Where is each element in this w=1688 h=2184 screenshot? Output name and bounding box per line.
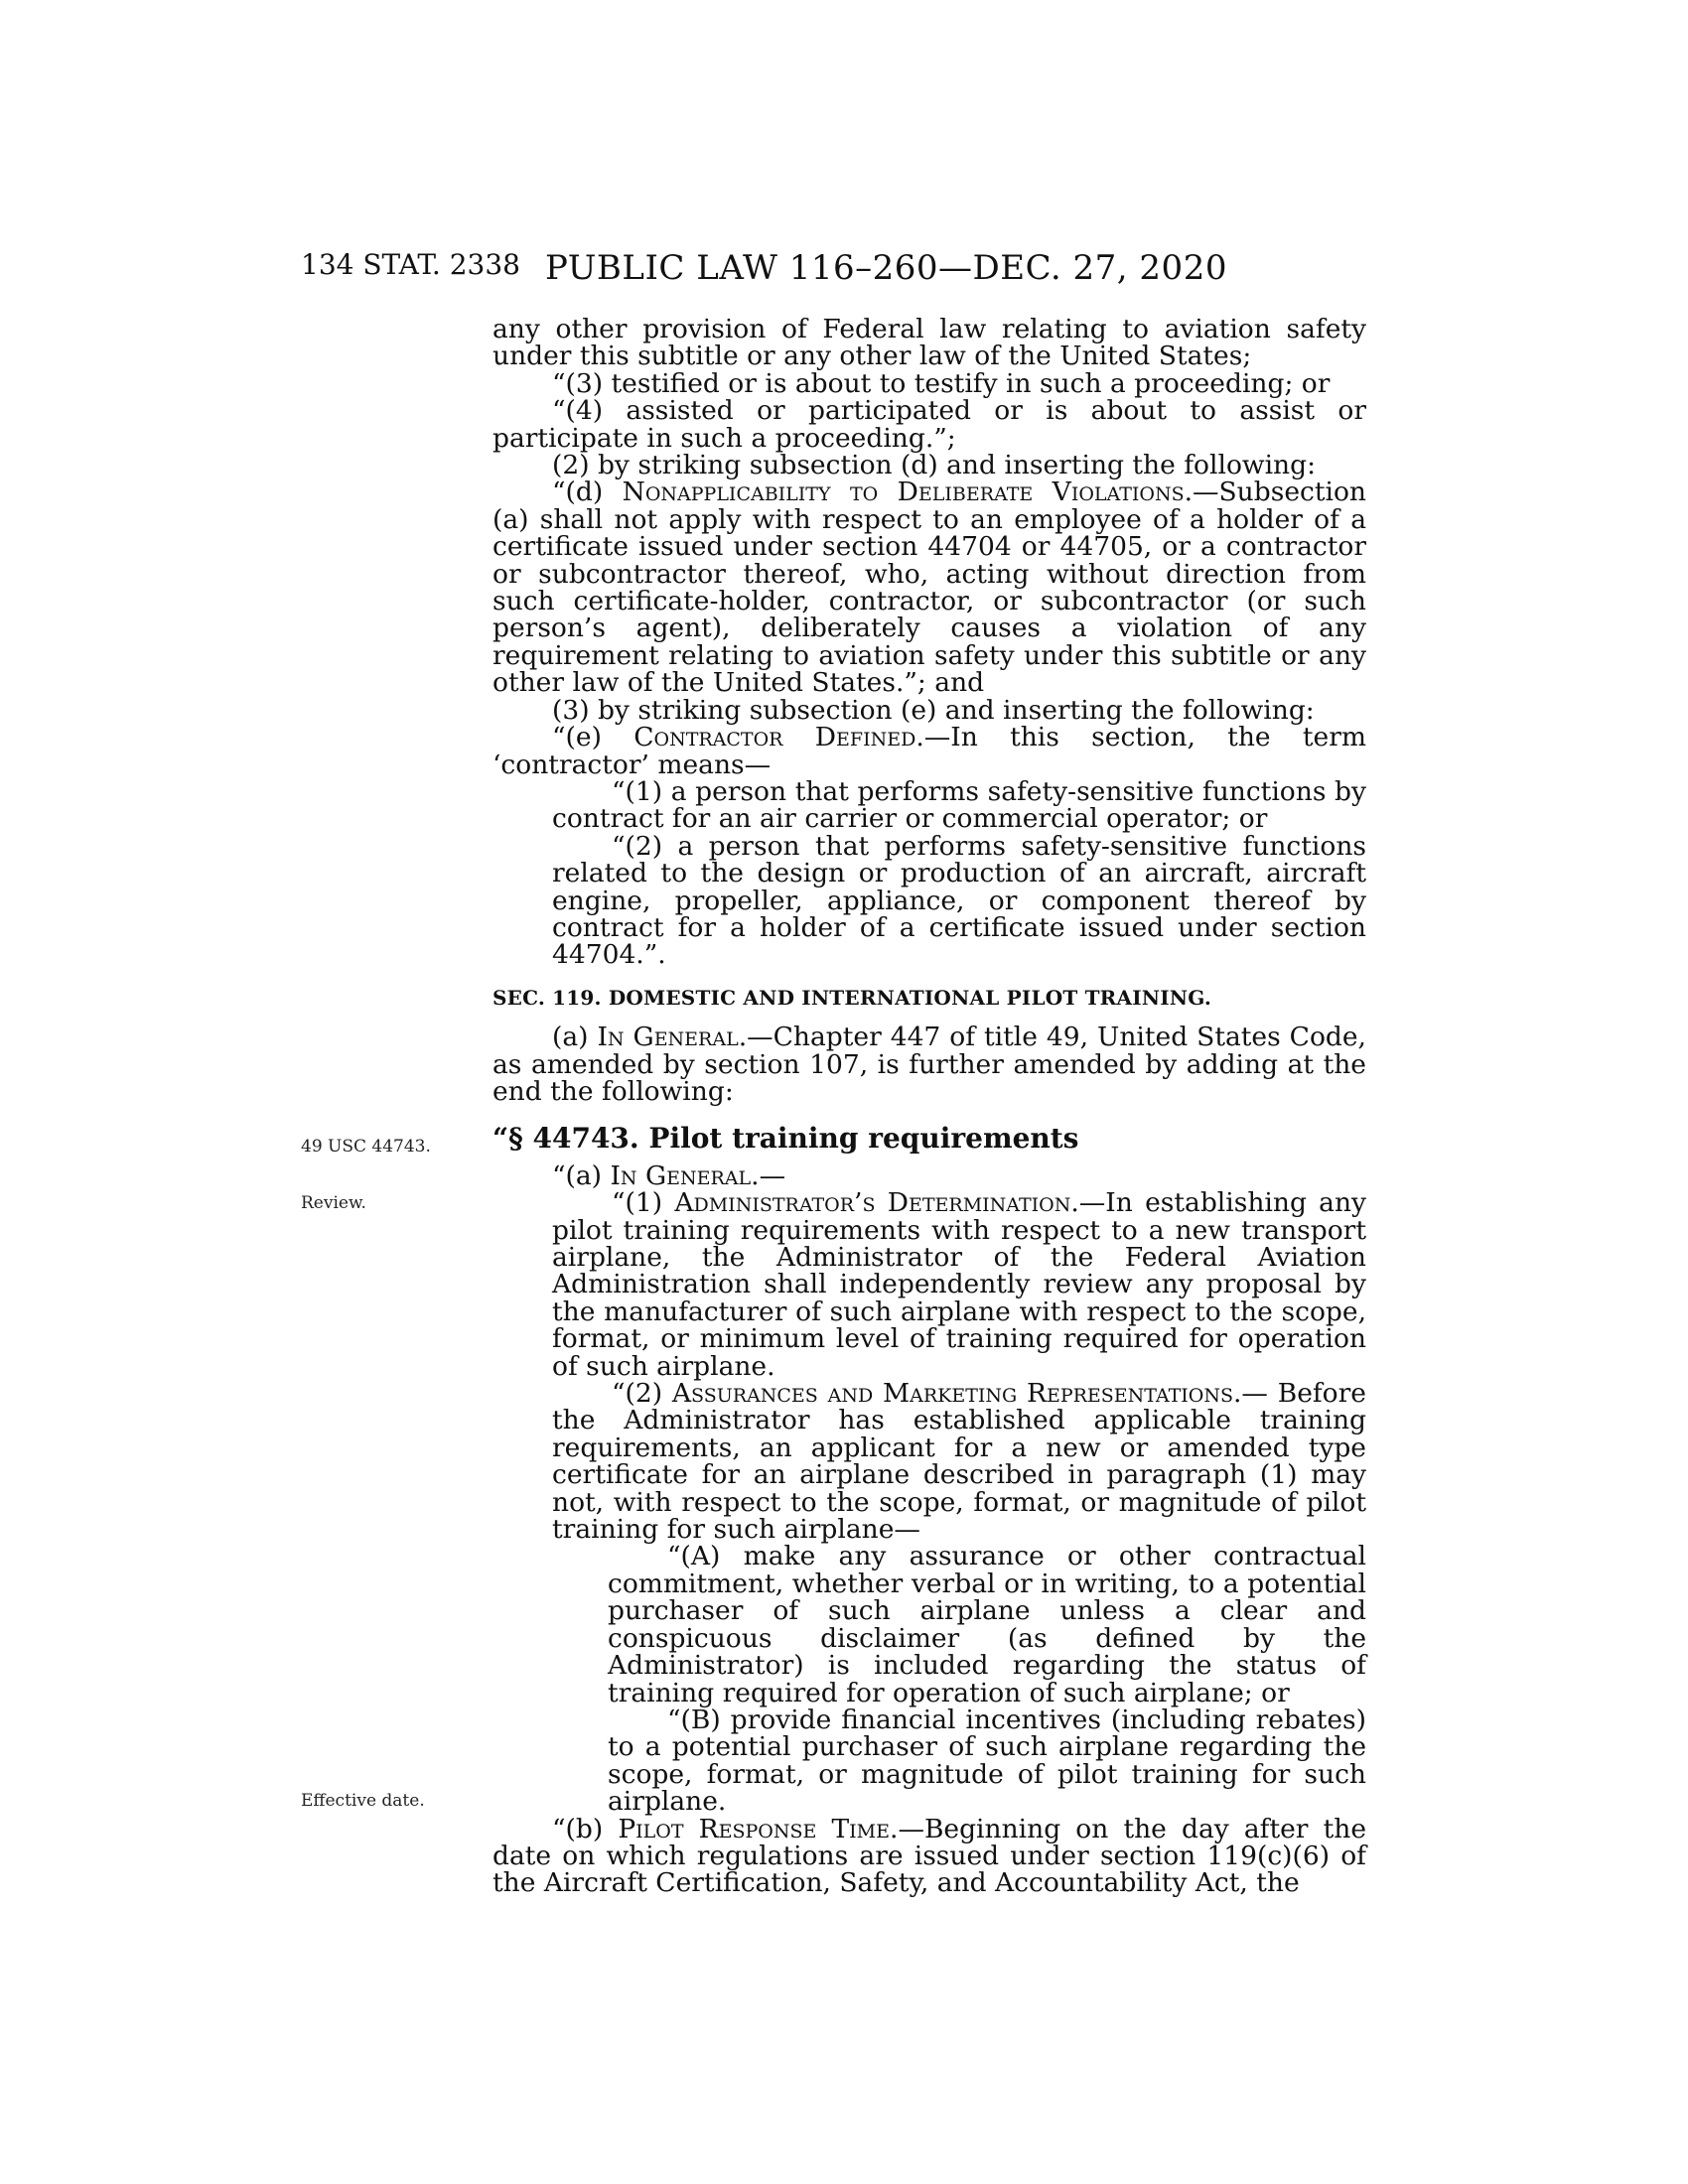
para-text: .—Chapter 447 of title 49, United States Code, as amended by section 107, is further amended by adding at the end the following:: [492, 1022, 1366, 1107]
para-text: .—: [751, 1160, 786, 1191]
code-section-title: “§ 44743. Pilot training requirements: [492, 1122, 1079, 1156]
margin-note-effective-date: Effective date.: [301, 1791, 425, 1811]
paragraph-heading: Administrator’s Determination: [674, 1187, 1071, 1219]
paragraph-2: [492, 1378, 1366, 1546]
paragraph-1: [492, 1189, 1366, 1380]
para-lead: “(a): [552, 1160, 611, 1191]
subsection-b: [492, 1813, 1366, 1899]
subsection-a-general: [492, 1162, 1366, 1189]
subsection-heading: Nonapplicability to Deliberate Violations: [622, 477, 1185, 508]
subsection-d: [492, 477, 1366, 699]
paragraph-heading: Assurances and Marketing Representations: [671, 1378, 1233, 1410]
paragraph: (3) by striking subsection (e) and inserting the following:: [552, 694, 1315, 726]
para-text: .—Subsection (a) shall not apply with respect to an employee of a holder of a certificate issued under section 44704 or 44705, or a contractor or subcontractor thereof, who, acting without direction from such certificate-holder, contractor, or subcontractor (or such person’s agent), deliberately causes a violation of any requirement relating to aviation safety under this subtitle or any other law of the United States.”; and: [492, 477, 1366, 699]
subparagraph-b: “(B) provide financial incentives (including rebates) to a potential purchaser of such airplane regarding the scope, format, or magnitude of pilot training for such airplane.: [608, 1704, 1366, 1818]
para-text: .—In this section, the term ‘contractor’ means—: [492, 722, 1366, 780]
law-title: PUBLIC LAW 116–260—DEC. 27, 2020: [545, 248, 1227, 288]
statute-page-reference: 134 STAT. 2338: [301, 248, 520, 281]
subsection-heading: Contractor Defined: [633, 722, 916, 753]
para-lead: (a): [552, 1022, 598, 1053]
paragraph: “(4) assisted or participated or is about to assist or participate in such a proceeding.”;: [492, 395, 1366, 454]
para-text: .— Before the Administrator has established applicable training requirements, an applicant for a new or amended type certificate for an airplane described in paragraph (1) may not, with respect to the scope, format, or magnitude of pilot training for such airplane—: [552, 1378, 1366, 1546]
paragraph: “(1) a person that performs safety-sensitive functions by contract for an air carrier or commercial operator; or: [552, 775, 1366, 835]
paragraph: (2) by striking subsection (d) and inserting the following:: [552, 450, 1317, 481]
para-text: .—Beginning on the day after the date on which regulations are issued under section 119(c)(6) of the Aircraft Certification, Safety, and Accountability Act, the: [492, 1813, 1366, 1899]
para-lead: “(2): [612, 1378, 672, 1410]
section-heading: SEC. 119. DOMESTIC AND INTERNATIONAL PILOT TRAINING.: [492, 985, 1211, 1010]
paragraph: “(2) a person that performs safety-sensitive functions related to the design or production of an aircraft, aircraft engine, propeller, appliance, or component thereof by contract for a holder of a certificate issued under section 44704.”.: [552, 830, 1366, 971]
subsection-a: [492, 1024, 1366, 1105]
para-lead: “(e): [552, 722, 634, 753]
subsection-heading: Pilot Response Time: [618, 1813, 891, 1844]
para-lead: “(d): [552, 477, 623, 508]
paragraph: any other provision of Federal law relating to aviation safety under this subtitle or any other law of the United States;: [492, 314, 1366, 372]
subsection-heading: In General: [597, 1022, 739, 1053]
subparagraph-a: “(A) make any assurance or other contractual commitment, whether verbal or in writing, to a potential purchaser of such airplane unless a clear and conspicuous disclaimer (as defined by the Administrator) is included regarding the status of training required for operation of such airplane; or: [608, 1541, 1366, 1708]
margin-note-usc: 49 USC 44743.: [301, 1137, 431, 1157]
document-body: [492, 316, 1366, 1897]
subsection-heading: In General: [610, 1160, 752, 1191]
paragraph: “(3) testified or is about to testify in such a proceeding; or: [552, 367, 1331, 399]
para-lead: “(b): [552, 1813, 619, 1844]
page-header: [301, 248, 1393, 288]
para-text: .—In establishing any pilot training requirements with respect to a new transport airplane, the Administrator of the Federal Aviation Administration shall independently review any proposal by the manufacturer of such airplane with respect to the scope, format, or minimum level of training required for operation of such airplane.: [552, 1187, 1367, 1382]
para-lead: “(1): [612, 1187, 675, 1219]
subsection-e: [492, 724, 1366, 778]
margin-note-review: Review.: [301, 1193, 366, 1213]
